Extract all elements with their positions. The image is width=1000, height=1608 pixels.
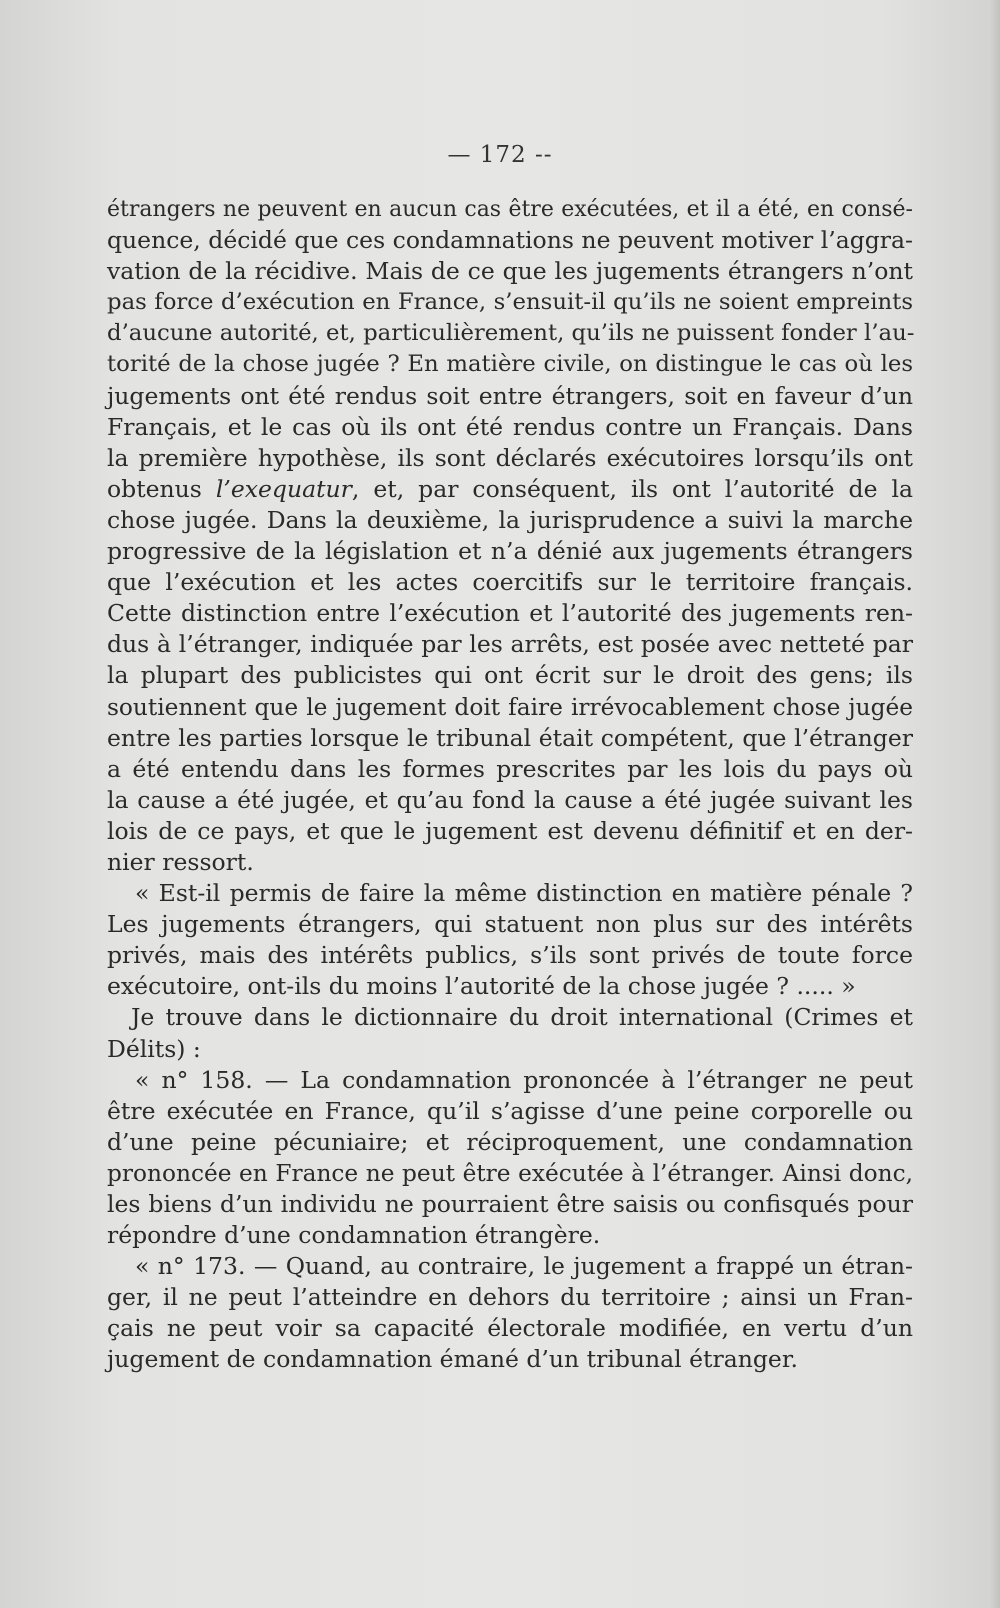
text-line: la plupart des publicistes qui ont écrit sur le droit des gens; ils (107, 661, 913, 690)
text-line: soutiennent que le jugement doit faire irrévocablement chose jugée (107, 693, 913, 721)
text-line: progressive de la législation et n’a dénié aux jugements étrangers (107, 537, 913, 566)
text-line: çais ne peut voir sa capacité électorale modifiée, en vertu d’un (107, 1314, 913, 1343)
text-line: les biens d’un individu ne pourraient être saisis ou confisqués pour (107, 1190, 913, 1218)
text-line: la première hypothèse, ils sont déclarés exécutoires lorsqu’ils ont (107, 443, 913, 472)
text-line: « Est-il permis de faire la même distinction en matière pénale ? (135, 879, 913, 908)
text-line: répondre d’une condamnation étrangère. (107, 1221, 601, 1250)
text-line: « n° 158. — La condamnation prononcée à l’étranger ne peut (135, 1065, 913, 1094)
text-line: quence, décidé que ces condamnations ne peuvent motiver l’aggra- (107, 226, 913, 255)
text-line: que l’exécution et les actes coercitifs sur le territoire français. (107, 568, 913, 597)
text-line: d’aucune autorité, et, particulièrement, qu’ils ne puissent fonder l’au- (107, 320, 915, 347)
text-line: torité de la chose jugée ? En matière civile, on distingue le cas où les (107, 351, 913, 378)
text-line: jugement de condamnation émané d’un tribunal étranger. (107, 1345, 798, 1374)
text-line: nier ressort. (107, 847, 254, 876)
text-line: dus à l’étranger, indiquée par les arrêts, est posée avec netteté par (107, 630, 913, 659)
text-line: entre les parties lorsque le tribunal était compétent, que l’étranger (107, 723, 913, 752)
text-line: a été entendu dans les formes prescrites par les lois du pays où (107, 754, 913, 783)
text-line: chose jugée. Dans la deuxième, la jurisprudence a suivi la marche (107, 505, 913, 534)
text-line: exécutoire, ont-ils du moins l’autorité de la chose jugée ? ..... » (107, 972, 856, 1001)
text-line: Les jugements étrangers, qui statuent non plus sur des intérêts (107, 910, 913, 939)
text-segment: obtenus (107, 474, 216, 503)
text-line (107, 474, 913, 505)
text-line: prononcée en France ne peut être exécutée à l’étranger. Ainsi donc, (107, 1159, 913, 1187)
page-number: — 172 -- (447, 142, 553, 168)
text-line: Je trouve dans le dictionnaire du droit international (Crimes et (131, 1003, 913, 1032)
text-line: d’une peine pécuniaire; et réciproquement, une condamnation (107, 1127, 913, 1156)
text-line: Français, et le cas où ils ont été rendus contre un Français. Dans (107, 412, 913, 441)
text-line: pas force d’exécution en France, s’ensuit-il qu’ils ne soient empreints (107, 289, 913, 316)
text-line: Délits) : (107, 1034, 201, 1063)
text-line: Cette distinction entre l’exécution et l’autorité des jugements ren- (107, 599, 913, 628)
body-text (107, 194, 913, 1376)
page-edge-shadow (990, 0, 1000, 1608)
text-segment: , et, par conséquent, ils ont l’autorité de la (351, 474, 913, 503)
text-line: être exécutée en France, qu’il s’agisse d’une peine corporelle ou (107, 1096, 913, 1125)
text-line: lois de ce pays, et que le jugement est devenu définitif et en der- (107, 816, 913, 845)
text-line: privés, mais des intérêts publics, s’ils sont privés de toute force (107, 941, 913, 970)
text-line: vation de la récidive. Mais de ce que les jugements étrangers n’ont (107, 257, 913, 286)
text-line: « n° 173. — Quand, au contraire, le jugement a frappé un étran- (135, 1252, 913, 1281)
text-line: jugements ont été rendus soit entre étrangers, soit en faveur d’un (107, 381, 913, 410)
text-line: la cause a été jugée, et qu’au fond la cause a été jugée suivant les (107, 785, 913, 814)
text-line: ger, il ne peut l’atteindre en dehors du territoire ; ainsi un Fran- (107, 1283, 913, 1312)
text-line: étrangers ne peuvent en aucun cas être exécutées, et il a été, en consé- (107, 197, 913, 222)
italic-term: l’exequatur (215, 474, 352, 503)
